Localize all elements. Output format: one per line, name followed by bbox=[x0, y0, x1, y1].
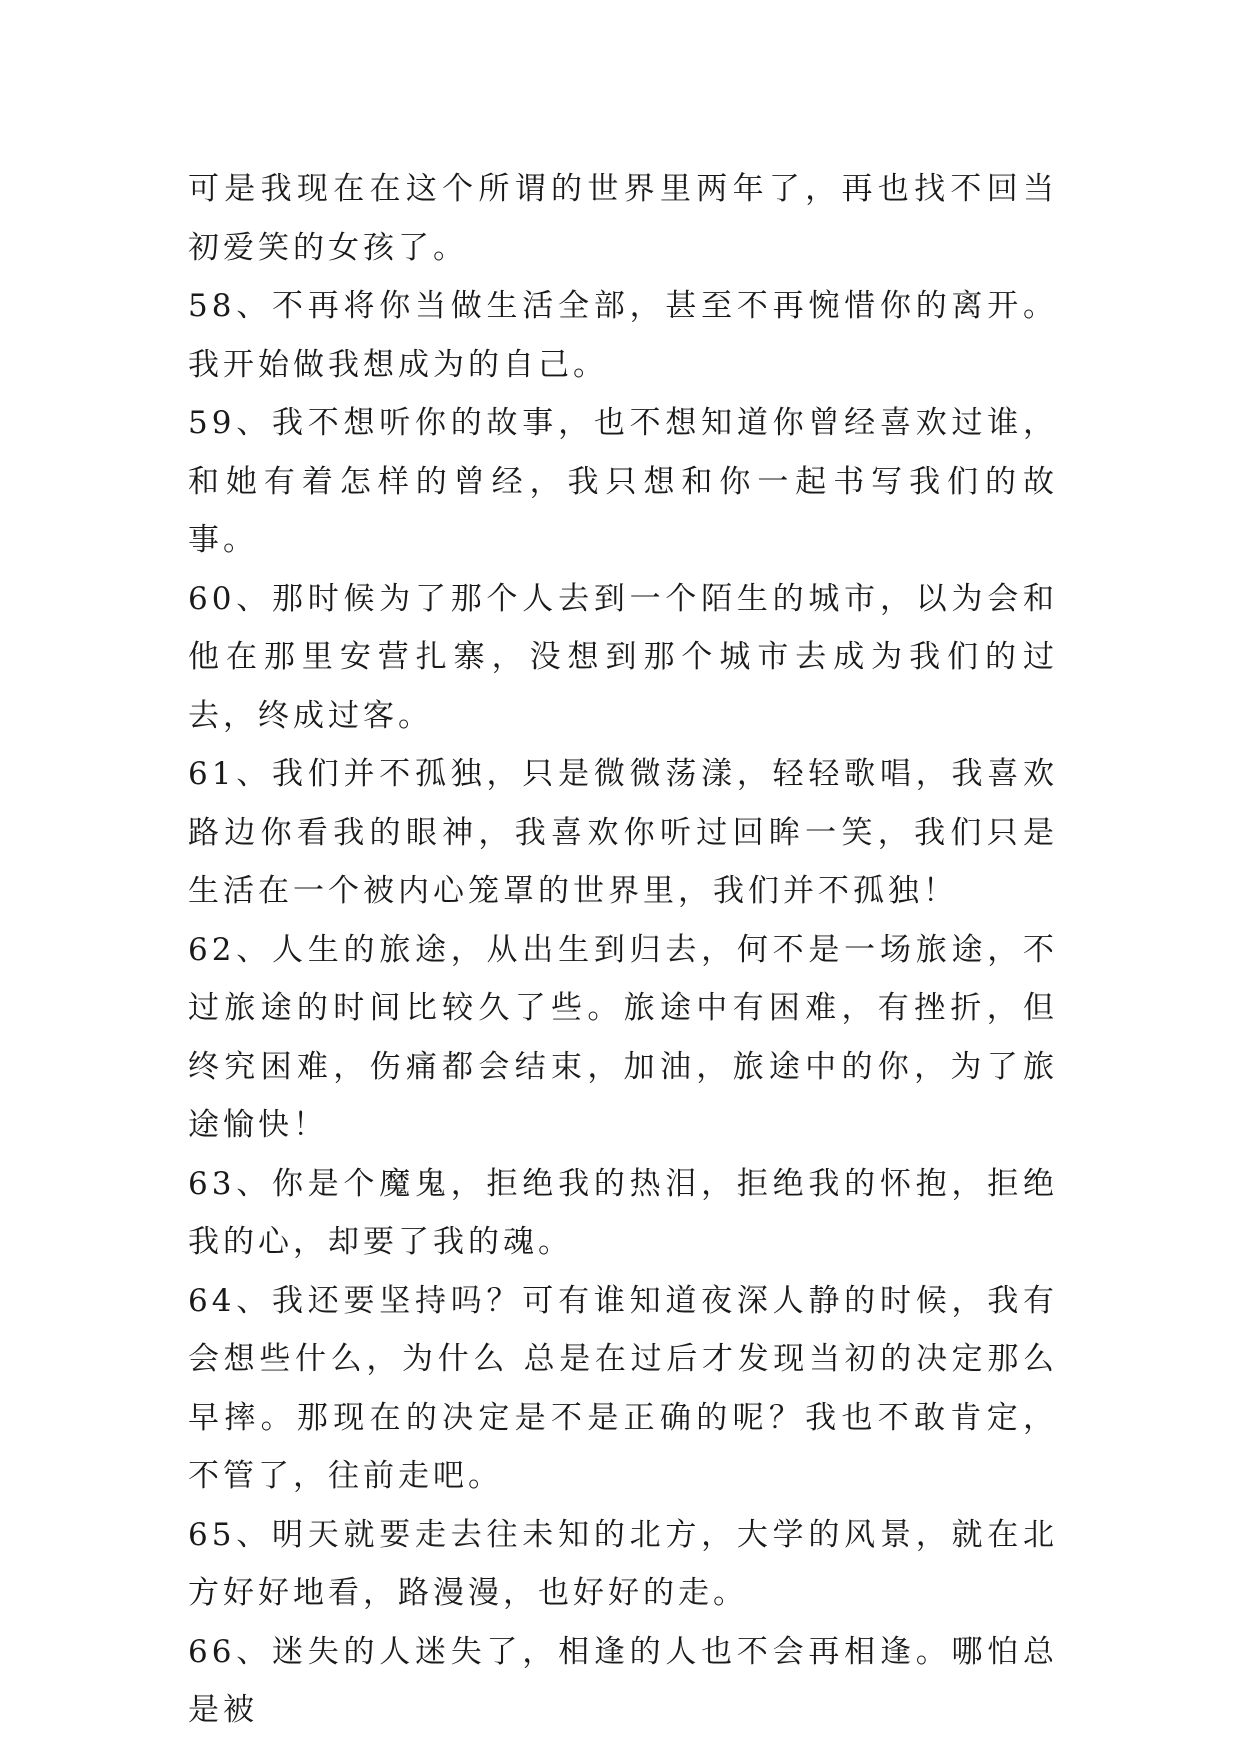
paragraph-continuation: 可是我现在在这个所谓的世界里两年了，再也找不回当初爱笑的女孩了。 bbox=[188, 171, 1058, 266]
paragraph-61: 61、我们并不孤独，只是微微荡漾，轻轻歌唱，我喜欢路边你看我的眼神，我喜欢你听过回眸一笑，我们只是生活在一个被内心笼罩的世界里，我们并不孤独！ bbox=[188, 756, 1058, 909]
paragraph-59: 59、我不想听你的故事，也不想知道你曾经喜欢过谁，和她有着怎样的曾经，我只想和你一起书写我们的故事。 bbox=[188, 405, 1058, 558]
paragraph-60: 60、那时候为了那个人去到一个陌生的城市，以为会和他在那里安营扎寨，没想到那个城市去成为我们的过去，终成过客。 bbox=[188, 580, 1058, 734]
document-body bbox=[188, 160, 1058, 1740]
paragraph-65: 65、明天就要走去往未知的北方，大学的风景，就在北方好好地看，路漫漫，也好好的走。 bbox=[188, 1516, 1058, 1611]
paragraph-58: 58、不再将你当做生活全部，甚至不再惋惜你的离开。我开始做我想成为的自己。 bbox=[188, 288, 1058, 383]
paragraph-64: 64、我还要坚持吗？可有谁知道夜深人静的时候，我有会想些什么，为什么 总是在过后才发现当初的决定那么早摔。那现在的决定是不是正确的呢？我也不敢肯定，不管了，往前走吧。 bbox=[188, 1282, 1058, 1494]
paragraph-63: 63、你是个魔鬼，拒绝我的热泪，拒绝我的怀抱，拒绝我的心，却要了我的魂。 bbox=[188, 1165, 1058, 1260]
paragraph-62: 62、人生的旅途，从出生到归去，何不是一场旅途，不过旅途的时间比较久了些。旅途中有困难，有挫折，但终究困难，伤痛都会结束，加油，旅途中的你，为了旅途愉快！ bbox=[188, 931, 1058, 1143]
paragraph-66: 66、迷失的人迷失了，相逢的人也不会再相逢。哪怕总是被 bbox=[188, 1633, 1058, 1728]
